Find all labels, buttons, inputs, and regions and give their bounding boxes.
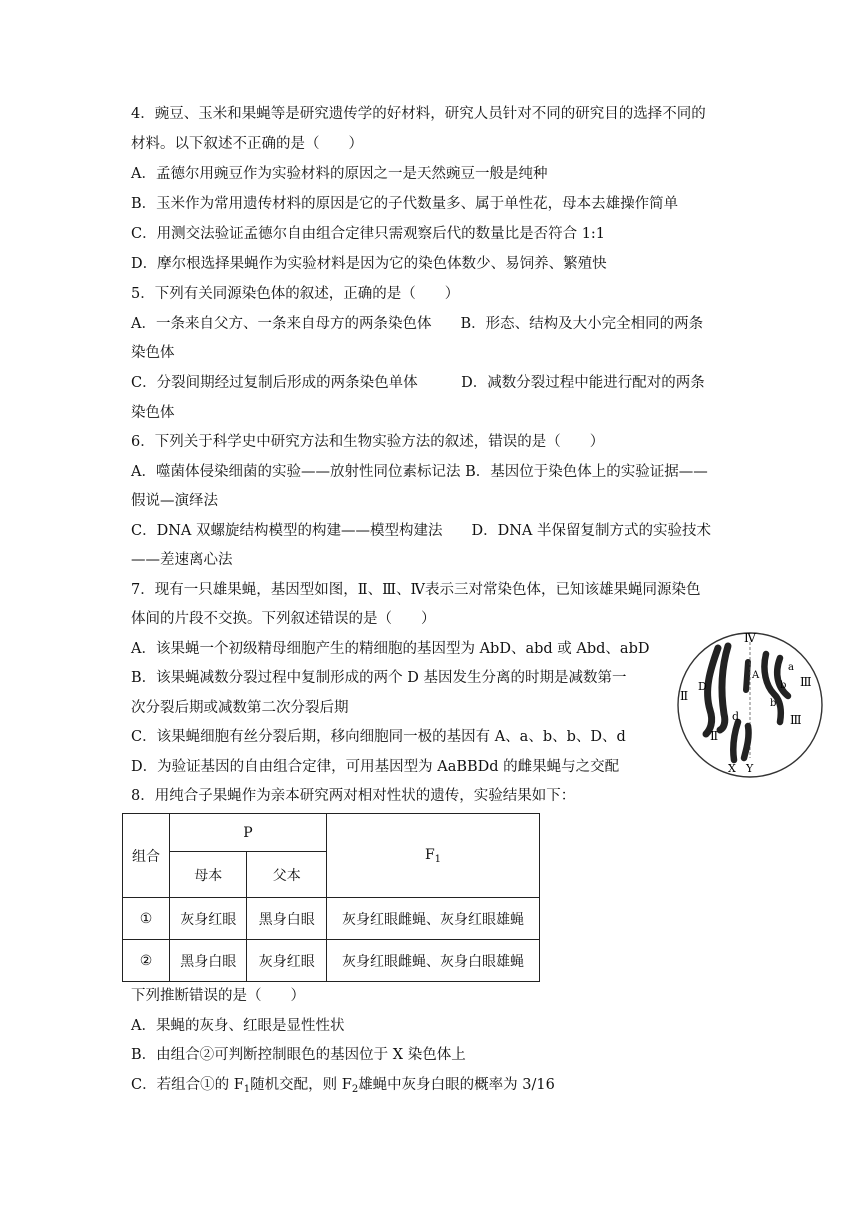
row2-father: 灰身红眼 xyxy=(247,940,327,982)
q8-option-b: B．由组合②可判断控制眼色的基因位于 X 染色体上 xyxy=(131,1047,466,1063)
table-row xyxy=(123,898,540,940)
label-gene-A: A xyxy=(752,670,760,681)
q6-options-ab-cont: 假说—演绎法 xyxy=(131,493,218,509)
q4-option-b: B．玉米作为常用遗传材料的原因是它的子代数量多、属于单性花，母本去雄操作简单 xyxy=(131,196,679,212)
q4-option-a: A．孟德尔用豌豆作为实验材料的原因之一是天然豌豆一般是纯种 xyxy=(131,166,548,182)
label-iii-lower: Ⅲ xyxy=(790,713,802,727)
label-gene-a: a xyxy=(788,662,794,673)
chromosome-iv xyxy=(746,662,748,690)
q8-option-a: A．果蝇的灰身、红眼是显性性状 xyxy=(131,1018,345,1034)
q7-option-b-cont: 次分裂后期或减数第二次分裂后期 xyxy=(131,700,349,716)
header-father: 父本 xyxy=(247,852,327,898)
q6-options-ab: A．噬菌体侵染细菌的实验——放射性同位素标记法 B．基因位于染色体上的实验证据—— xyxy=(131,464,708,480)
label-ii-lower: Ⅱ xyxy=(710,729,719,743)
q5-options-ab: A．一条来自父方、一条来自母方的两条染色体 B．形态、结构及大小完全相同的两条 xyxy=(131,316,704,332)
q8-question: 下列推断错误的是（ ） xyxy=(131,988,305,1004)
label-iv: Ⅳ xyxy=(744,631,756,645)
q8-option-c: C．若组合①的 $F_1$随机交配，则 $F_2$雄蝇中灰身白眼的概率为 3/16 xyxy=(131,1077,555,1095)
label-ii-left: Ⅱ xyxy=(680,689,689,703)
q5-options-ab-cont: 染色体 xyxy=(131,345,175,361)
q7-option-c: C．该果蝇细胞有丝分裂后期，移向细胞同一极的基因有 A、a、b、b、D、d xyxy=(131,729,626,745)
q6-options-cd-cont: ——差速离心法 xyxy=(131,552,233,568)
row1-father: 黑身白眼 xyxy=(247,898,327,940)
header-f1: $F_1$ xyxy=(327,814,540,898)
label-gene-d: d xyxy=(732,710,740,723)
q7-option-b: B．该果蝇减数分裂过程中复制形成的两个 D 基因发生分离的时期是减数第一 xyxy=(131,670,627,686)
q4-stem-line2: 材料。以下叙述不正确的是（ ） xyxy=(131,136,363,152)
q6-options-cd: C．DNA 双螺旋结构模型的构建——模型构建法 D．DNA 半保留复制方式的实验技术 xyxy=(131,523,712,539)
q7-stem-line2: 体间的片段不交换。下列叙述错误的是（ ） xyxy=(131,611,436,627)
q4-stem-line1: 4．豌豆、玉米和果蝇等是研究遗传学的好材料，研究人员针对不同的研究目的选择不同的 xyxy=(131,106,706,122)
q7-stem-line1: 7．现有一只雄果蝇，基因型如图，Ⅱ、Ⅲ、Ⅳ表示三对常染色体，已知该雄果蝇同源染色 xyxy=(131,582,701,598)
experiment-table xyxy=(122,813,540,982)
header-group: 组合 xyxy=(123,814,170,898)
row1-mother: 灰身红眼 xyxy=(170,898,247,940)
q4-option-d: D．摩尔根选择果蝇作为实验材料是因为它的染色体数少、易饲养、繁殖快 xyxy=(131,256,607,272)
table-row xyxy=(123,940,540,982)
label-iii-upper: Ⅲ xyxy=(800,675,812,689)
row1-group: ① xyxy=(123,898,170,940)
label-y: Y xyxy=(746,762,754,775)
q6-stem: 6．下列关于科学史中研究方法和生物实验方法的叙述，错误的是（ ） xyxy=(131,434,605,450)
q5-stem: 5．下列有关同源染色体的叙述，正确的是（ ） xyxy=(131,286,460,302)
q4-option-c: C．用测交法验证孟德尔自由组合定律只需观察后代的数量比是否符合 1:1 xyxy=(131,226,606,242)
label-gene-b-1: b xyxy=(780,680,787,691)
header-mother: 母本 xyxy=(170,852,247,898)
row1-f1: 灰身红眼雌蝇、灰身红眼雄蝇 xyxy=(327,898,540,940)
header-p: P xyxy=(170,814,327,852)
q5-options-cd-cont: 染色体 xyxy=(131,405,175,421)
label-gene-b-2: b xyxy=(770,698,777,709)
row2-group: ② xyxy=(123,940,170,982)
chromosome-figure xyxy=(670,630,832,780)
row2-f1: 灰身红眼雌蝇、灰身白眼雄蝇 xyxy=(327,940,540,982)
q7-option-d: D．为验证基因的自由组合定律，可用基因型为 AaBBDd 的雌果蝇与之交配 xyxy=(131,759,620,775)
label-gene-D: D xyxy=(698,680,707,693)
q8-stem: 8．用纯合子果蝇作为亲本研究两对相对性状的遗传，实验结果如下： xyxy=(131,788,576,804)
label-x: X xyxy=(728,762,736,775)
row2-mother: 黑身白眼 xyxy=(170,940,247,982)
q5-options-cd: C．分裂间期经过复制后形成的两条染色单体 D．减数分裂过程中能进行配对的两条 xyxy=(131,375,705,391)
q7-option-a: A．该果蝇一个初级精母细胞产生的精细胞的基因型为 AbD、abd 或 Abd、abD xyxy=(131,641,650,657)
